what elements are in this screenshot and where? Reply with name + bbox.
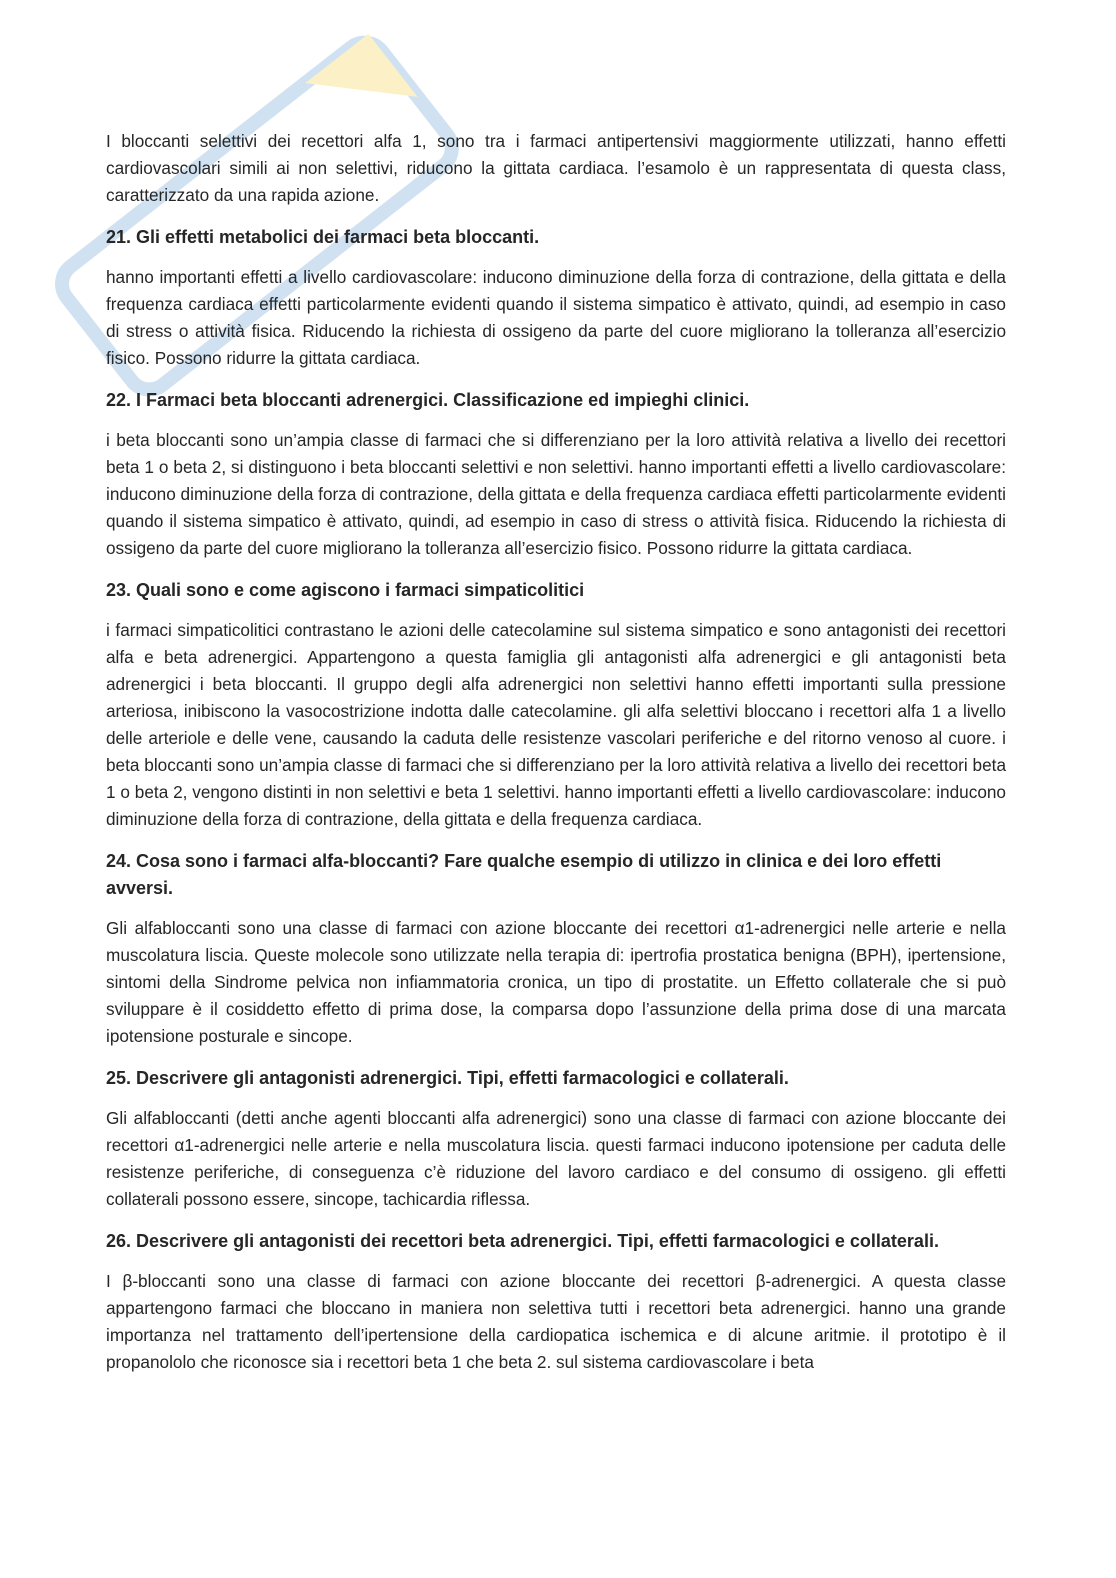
section-25-body: Gli alfabloccanti (detti anche agenti bloccanti alfa adrenergici) sono una classe di farmaci con azione bloccante dei recettori α1-adrenergici nelle arterie e nella muscolatura liscia. questi farmaci inducono ipotensione per caduta delle resistenze periferiche, di conseguenza c’è riduzione del lavoro cardiaco e del consumo di ossigeno. gli effetti collaterali possono essere, sincope, tachicardia riflessa. [106,1108,1006,1209]
section-26-body: I β-bloccanti sono una classe di farmaci con azione bloccante dei recettori β-adrenergici. A questa classe appartengono farmaci che bloccano in maniera non selettiva tutti i recettori beta adrenergici. hanno una grande importanza nel trattamento dell’ipertensione della cardiopatica ischemica e di alcune aritmie. il prototipo è il propanololo che riconosce sia i recettori beta 1 che beta 2. sul sistema cardiovascolare i beta [106,1271,1006,1372]
section-26-heading: 26. Descrivere gli antagonisti dei recettori beta adrenergici. Tipi, effetti farmacologici e collaterali. [106,1231,939,1251]
intro-paragraph: I bloccanti selettivi dei recettori alfa 1, sono tra i farmaci antipertensivi maggiormente utilizzati, hanno effetti cardiovascolari simili ai non selettivi, riducono la gittata cardiaca. l’esamolo è un rappresentata di questa class, caratterizzato da una rapida azione. [106,131,1006,205]
document-page [106,128,1006,1391]
section-22-heading: 22. I Farmaci beta bloccanti adrenergici. Classificazione ed impieghi clinici. [106,390,750,410]
section-21-heading: 21. Gli effetti metabolici dei farmaci beta bloccanti. [106,227,540,247]
section-23-heading: 23. Quali sono e come agiscono i farmaci simpaticolitici [106,580,585,600]
section-23-body: i farmaci simpaticolitici contrastano le azioni delle catecolamine sul sistema simpatico e sono antagonisti dei recettori alfa e beta adrenergici. Appartengono a questa famiglia gli antagonisti alfa adrenergici e gli antagonisti beta adrenergici i beta bloccanti. Il gruppo degli alfa adrenergici non selettivi hanno effetti importanti sulla pressione arteriosa, inibiscono la vasocostrizione indotta dalle catecolamine. gli alfa selettivi bloccano i recettori alfa 1 a livello delle arteriole e delle vene, causando la caduta delle resistenze vascolari periferiche e del ritorno venoso al cuore. i beta bloccanti sono un’ampia classe di farmaci che si differenziano per la loro attività relativa a livello dei recettori beta 1 o beta 2, vengono distinti in non selettivi e beta 1 selettivi. hanno importanti effetti a livello cardiovascolare: inducono diminuzione della forza di contrazione, della gittata e della frequenza cardiaca. [106,620,1006,829]
section-25-heading: 25. Descrivere gli antagonisti adrenergici. Tipi, effetti farmacologici e collaterali. [106,1068,789,1088]
section-24-heading: 24. Cosa sono i farmaci alfa-bloccanti? Fare qualche esempio di utilizzo in clinica e dei loro effetti avversi. [106,851,942,898]
section-22-body: i beta bloccanti sono un’ampia classe di farmaci che si differenziano per la loro attività relativa a livello dei recettori beta 1 o beta 2, si distinguono i beta bloccanti selettivi e non selettivi. hanno importanti effetti a livello cardiovascolare: inducono diminuzione della forza di contrazione, della gittata e della frequenza cardiaca effetti particolarmente evidenti quando il sistema simpatico è attivato, quindi, ad esempio in caso di stress o attività fisica. Riducendo la richiesta di ossigeno da parte del cuore migliorano la tolleranza all’esercizio fisico. Possono ridurre la gittata cardiaca. [106,430,1006,558]
section-24-body: Gli alfabloccanti sono una classe di farmaci con azione bloccante dei recettori α1-adrenergici nelle arterie e nella muscolatura liscia. Queste molecole sono utilizzate nella terapia di: ipertrofia prostatica benigna (BPH), ipertensione, sintomi della Sindrome pelvica non infiammatoria cronica, un tipo di prostatite. un Effetto collaterale che si può sviluppare è il cosiddetto effetto di prima dose, la comparsa dopo l’assunzione della prima dose di una marcata ipotensione posturale e sincope. [106,918,1006,1046]
section-21-body: hanno importanti effetti a livello cardiovascolare: inducono diminuzione della forza di contrazione, della gittata e della frequenza cardiaca effetti particolarmente evidenti quando il sistema simpatico è attivato, quindi, ad esempio in caso di stress o attività fisica. Riducendo la richiesta di ossigeno da parte del cuore migliorano la tolleranza all’esercizio fisico. Possono ridurre la gittata cardiaca. [106,267,1006,368]
